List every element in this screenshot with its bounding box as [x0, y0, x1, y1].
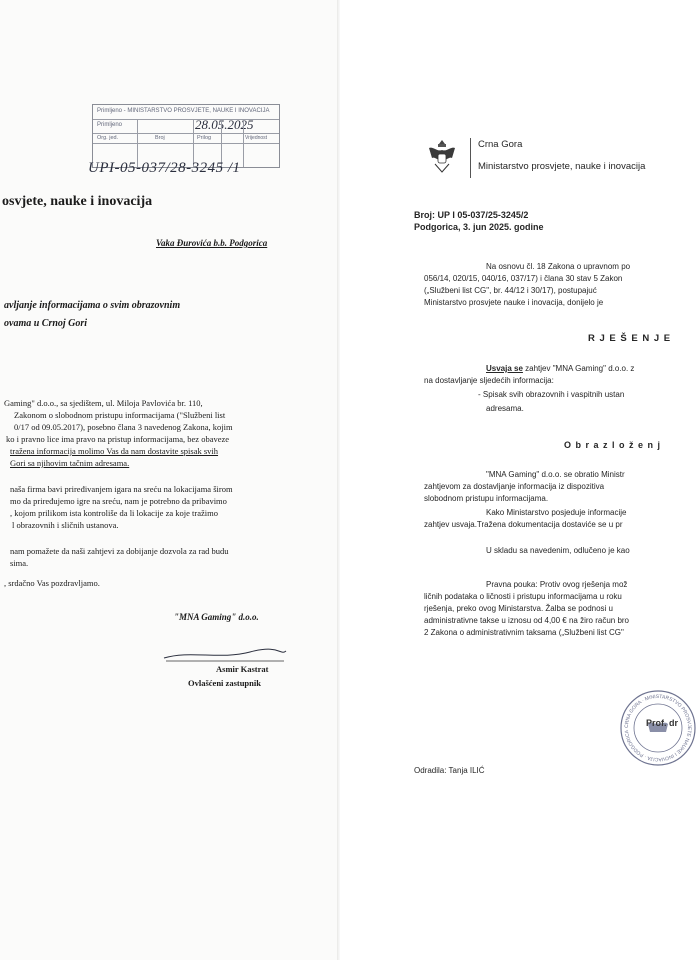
- intro-line: 056/14, 020/15, 040/16, 037/17) i člana 30 stav 5 Zakon: [424, 274, 623, 283]
- stamp-col-org: Org. jed.: [97, 135, 119, 141]
- legal-notice-line: 2 Zakona o administrativnim taksama („Službeni list CG": [424, 628, 624, 637]
- sender-company: "MNA Gaming" d.o.o.: [174, 612, 259, 622]
- montenegro-coat-of-arms-icon: [425, 138, 459, 174]
- header-ministry: Ministarstvo prosvjete, nauke i inovacija: [478, 161, 646, 172]
- received-stamp: [92, 104, 280, 168]
- signatory-role: Ovlašćeni zastupnik: [188, 678, 261, 688]
- stamp-col-attachment: Prilog: [197, 135, 212, 141]
- legal-notice-line: administrativne takse u iznosu od 4,00 € na žiro račun bro: [424, 616, 630, 625]
- reasoning-line: Kako Ministarstvo posjeduje informacije: [486, 508, 627, 517]
- stamp-col-value: Vrijednost: [245, 135, 268, 141]
- decision-title: R J E Š E N J E: [588, 333, 672, 344]
- place-and-date: Podgorica, 3. jun 2025. godine: [414, 222, 544, 232]
- header-divider: [470, 138, 471, 178]
- decision-line-2: na dostavljanje sljedećih informacija:: [424, 376, 554, 385]
- prepared-by: Odradila: Tanja ILIĆ: [414, 766, 485, 775]
- reasoning-line: zahtjevom za dostavljanje informacija iz dispozitiva: [424, 482, 605, 491]
- legal-notice-line: Pravna pouka: Protiv ovog rješenja mož: [486, 580, 628, 589]
- addressee-address: Vaka Đurovića b.b. Podgorica: [156, 238, 268, 248]
- body-line: Zakonom o slobodnom pristupu informacijama ("Službeni list: [14, 410, 226, 420]
- reasoning-line: zahtjev usvaja.Tražena dokumentacija dostaviće se u pr: [424, 520, 623, 529]
- left-page-incoming-request: [0, 0, 338, 960]
- body-line: Gori sa njihovim tačnim adresama.: [10, 458, 130, 468]
- intro-line: Na osnovu čl. 18 Zakona o upravnom po: [486, 262, 631, 271]
- body-line: tražena informacija molimo Vas da nam dostavite spisak svih: [10, 446, 219, 456]
- body-line: mo da priređujemo igre na sreću, nam je potrebno da pribavimo: [10, 496, 227, 506]
- stamp-header: Primljeno - MINISTARSTVO PROSVJETE, NAUKE I INOVACIJA: [97, 108, 270, 114]
- reasoning-line: "MNA Gaming" d.o.o. se obratio Ministr: [486, 470, 625, 479]
- conclusion: U skladu sa navedenim, odlučeno je kao: [486, 546, 630, 555]
- intro-line: („Službeni list CG", br. 44/12 i 30/17), postupajuć: [424, 286, 597, 295]
- signature-title: Prof. dr: [646, 718, 679, 728]
- legal-notice-line: rješenja, preko ovog Ministarstva. Žalba se podnosi u: [424, 604, 613, 613]
- body-line: ko i pravno lice ima pravo na pristup informacijama, bez obaveze: [6, 434, 230, 444]
- header-country: Crna Gora: [478, 139, 523, 150]
- decision-line-1-rest: zahtjev "MNA Gaming" d.o.o. z: [522, 364, 635, 373]
- legal-notice-line: ličnih podataka o ličnosti i pristupu informacijama u roku: [424, 592, 622, 601]
- body-line: 0/17 od 09.05.2017), posebno člana 3 navedenog Zakona, kojim: [14, 422, 233, 432]
- subject-line-2: ovama u Crnoj Gori: [4, 318, 88, 329]
- signature-scribble: [160, 648, 290, 662]
- body-line: naša firma bavi priređivanjem igara na sreću na lokacijama širom: [10, 484, 233, 494]
- decision-line-1: [486, 364, 634, 374]
- signatory-name: Asmir Kastrat: [216, 664, 269, 674]
- body-line: l obrazovnih i sličnih ustanova.: [12, 520, 119, 530]
- body-line: , srdačno Vas pozdravljamo.: [4, 578, 100, 588]
- intro-line: Ministarstvo prosvjete nauke i inovacija, donijelo je: [424, 298, 604, 307]
- subject-line-1: avljanje informacijama o svim obrazovnim: [4, 300, 181, 311]
- body-line: Gaming" d.o.o., sa sjedištem, ul. Miloja Pavlovića br. 110,: [4, 398, 203, 408]
- stamp-col-number: Broj: [155, 135, 165, 141]
- decision-item-continued: adresama.: [486, 404, 524, 413]
- reasoning-title: O b r a z l o ž e n j: [564, 440, 662, 450]
- addressee-title: osvjete, nauke i inovacija: [2, 194, 153, 209]
- stamp-received-date: 28.05.2025: [195, 117, 254, 132]
- body-line: sima.: [10, 558, 29, 568]
- seal-ring-text: CRNA GORA · MINISTARSTVO PROSVJETE NAUKE I INOVACIJA · PODGORICA: [623, 693, 693, 763]
- reasoning-line: slobodnom pristupu informacijama.: [424, 494, 549, 503]
- body-line: nam pomažete da naši zahtjevi za dobijanje dozvola za rad budu: [10, 546, 229, 556]
- decision-approved-label: Usvaja se: [486, 364, 523, 373]
- body-line: , kojom prilikom ista kontroliše da li lokacije za koje tražimo: [10, 508, 218, 518]
- reference-number: Broj: UP I 05-037/25-3245/2: [414, 210, 529, 220]
- decision-item: - Spisak svih obrazovnih i vaspitnih ustan: [478, 390, 625, 399]
- stamp-received-label: Primljeno: [97, 122, 123, 128]
- handwritten-registry-number: UPI-05-037/28-3245 /1: [88, 160, 241, 176]
